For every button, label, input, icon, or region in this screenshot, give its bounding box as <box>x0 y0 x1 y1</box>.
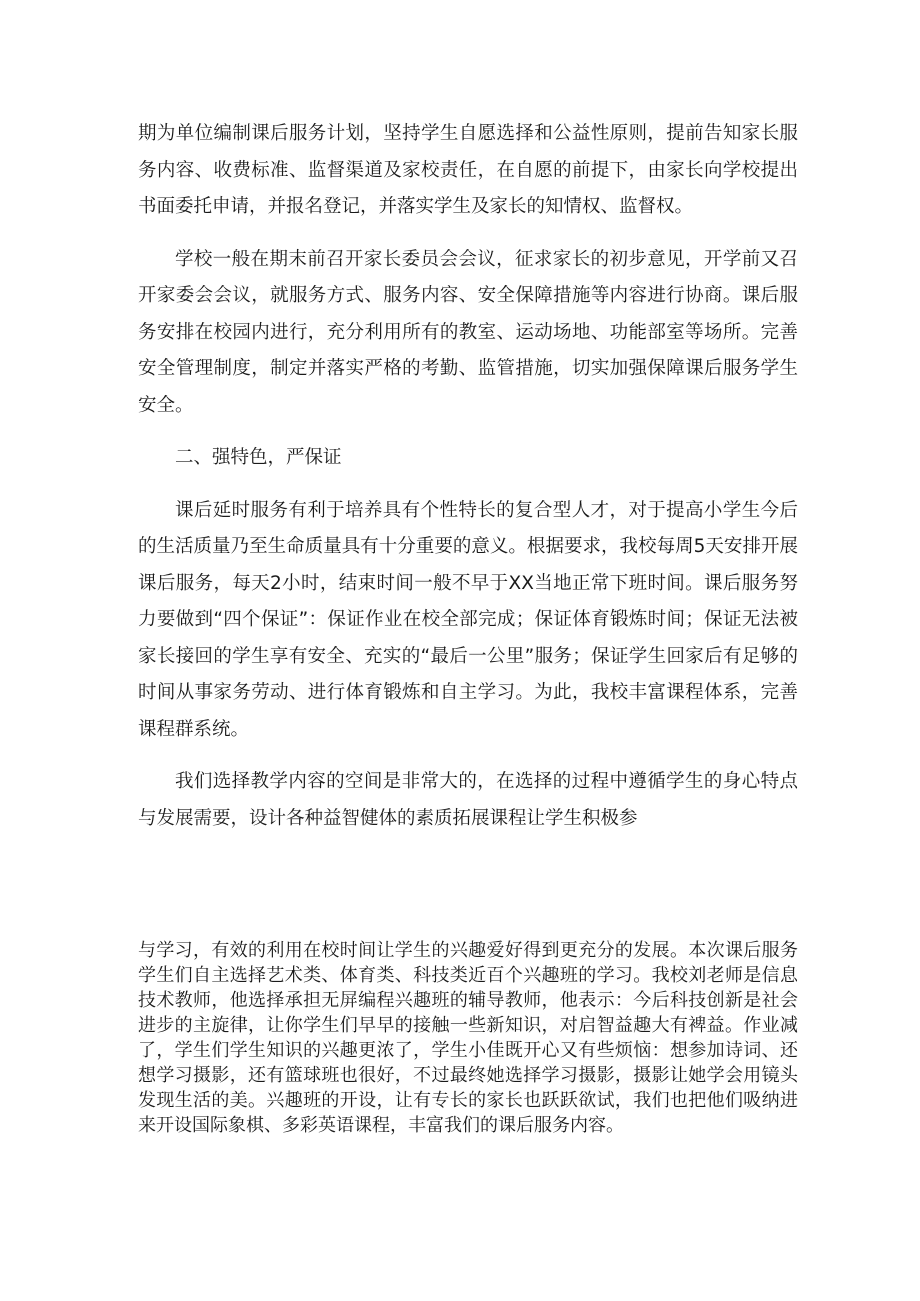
paragraph-continuation: 期为单位编制课后服务计划，坚持学生自愿选择和公益性原则，提前告知家长服务内容、收费标准、监督渠道及家校责任，在自愿的前提下，由家长向学校提出书面委托申请，并报名登记，并落实学生及家长的知情权、监督权。 <box>138 123 798 217</box>
document-body-continued <box>138 938 798 1138</box>
document-body-main <box>138 116 798 853</box>
section-heading: 二、强特色，严保证 <box>175 447 342 468</box>
paragraph-extended-service: 课后延时服务有利于培养具有个性特长的复合型人才，对于提高小学生今后的生活质量乃至生命质量具有十分重要的意义。根据要求，我校每周5天安排开展课后服务，每天2小时，结束时间一般不早于XX当地正常下班时间。课后服务努力要做到“四个保证”：保证作业在校全部完成；保证体育锻炼时间；保证无法被家长接回的学生享有安全、充实的“最后一公里”服务；保证学生回家后有足够的时间从事家务劳动、进行体育锻炼和自主学习。为此，我校丰富课程体系，完善课程群系统。 <box>138 499 798 740</box>
paragraph-parent-committee: 学校一般在期末前召开家长委员会会议，征求家长的初步意见，开学前又召开家委会会议，就服务方式、服务内容、安全保障措施等内容进行协商。课后服务安排在校园内进行，充分利用所有的教室、运动场地、功能部室等场所。完善安全管理制度，制定并落实严格的考勤、监管措施，切实加强保障课后服务学生安全。 <box>138 248 798 416</box>
paragraph-interest-classes: 与学习，有效的利用在校时间让学生的兴趣爱好得到更充分的发展。本次课后服务学生们自主选择艺术类、体育类、科技类近百个兴趣班的学习。我校刘老师是信息技术教师，他选择承担无屏编程兴趣班的辅导教师，他表示：今后科技创新是社会进步的主旋律，让你学生们早早的接触一些新知识，对启智益趣大有裨益。作业减了，学生们学生知识的兴趣更浓了，学生小佳既开心又有些烦恼：想参加诗词、还想学习摄影，还有篮球班也很好，不过最终她选择学习摄影，摄影让她学会用镜头发现生活的美。兴趣班的开设，让有专长的家长也跃跃欲试，我们也把他们吸纳进来开设国际象棋、多彩英语课程，丰富我们的课后服务内容。 <box>138 940 798 1136</box>
paragraph-course-content: 我们选择教学内容的空间是非常大的，在选择的过程中遵循学生的身心特点与发展需要，设计各种益智健体的素质拓展课程让学生积极参 <box>138 771 798 829</box>
